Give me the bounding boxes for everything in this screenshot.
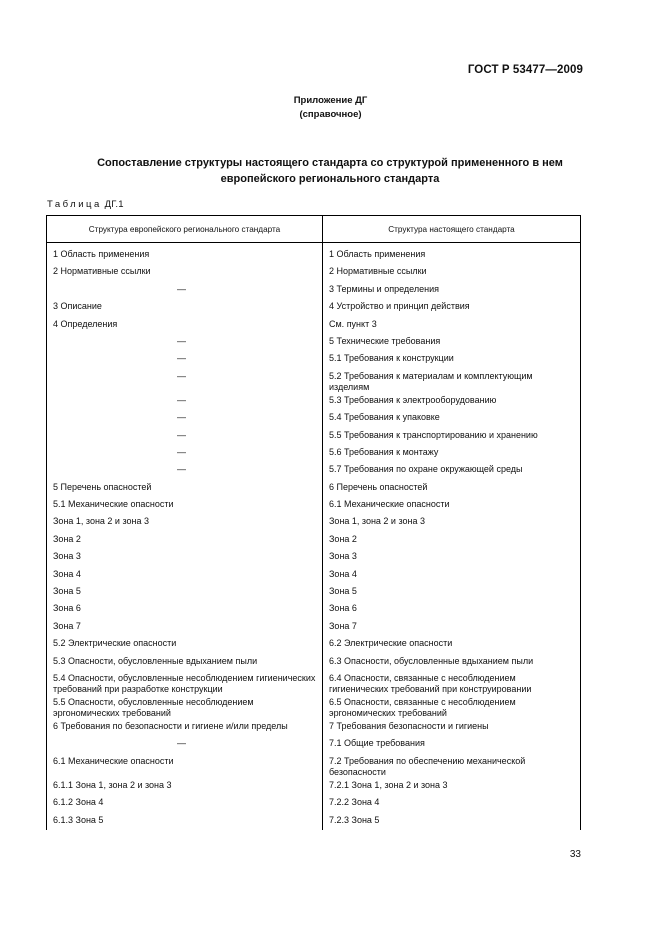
table-row — [47, 795, 581, 812]
table-row — [47, 445, 581, 462]
table-row — [47, 532, 581, 549]
table-row — [47, 736, 581, 753]
cell-european-structure: Зона 4 — [47, 567, 323, 584]
header-this-standard-structure: Структура настоящего стандарта — [323, 216, 581, 243]
cell-european-structure: 5.1 Механические опасности — [47, 497, 323, 514]
cell-european-structure: 5.4 Опасности, обусловленные несоблюдением гигиенических требований при разработке конструкции — [47, 671, 323, 695]
cell-this-standard-structure: 7.1 Общие требования — [323, 736, 581, 753]
table-row — [47, 549, 581, 566]
cell-european-structure: Зона 7 — [47, 619, 323, 636]
cell-european-structure: 6.1 Механические опасности — [47, 754, 323, 778]
table-row — [47, 584, 581, 601]
cell-this-standard-structure: 5.6 Требования к монтажу — [323, 445, 581, 462]
cell-this-standard-structure: 6.5 Опасности, связанные с несоблюдением эргономических требований — [323, 695, 581, 719]
cell-this-standard-structure: 7.2.3 Зона 5 — [323, 813, 581, 830]
table-row — [47, 480, 581, 497]
table-row — [47, 514, 581, 531]
cell-european-structure: 2 Нормативные ссылки — [47, 264, 323, 281]
table-row — [47, 317, 581, 334]
cell-this-standard-structure: 5.7 Требования по охране окружающей среды — [323, 462, 581, 479]
document-code: ГОСТ Р 53477—2009 — [467, 64, 583, 76]
appendix-heading — [0, 94, 661, 122]
cell-european-structure: Зона 6 — [47, 601, 323, 618]
table-row — [47, 243, 581, 265]
cell-european-structure: — — [47, 351, 323, 368]
cell-this-standard-structure: 2 Нормативные ссылки — [323, 264, 581, 281]
table-row — [47, 393, 581, 410]
table-row — [47, 636, 581, 653]
cell-this-standard-structure: 4 Устройство и принцип действия — [323, 299, 581, 316]
cell-european-structure: 5 Перечень опасностей — [47, 480, 323, 497]
table-row — [47, 299, 581, 316]
cell-this-standard-structure: Зона 6 — [323, 601, 581, 618]
cell-this-standard-structure: 6.4 Опасности, связанные с несоблюдением гигиенических требований при конструировании — [323, 671, 581, 695]
cell-this-standard-structure: Зона 2 — [323, 532, 581, 549]
cell-this-standard-structure: 5.5 Требования к транспортированию и хранению — [323, 428, 581, 445]
cell-european-structure: Зона 3 — [47, 549, 323, 566]
cell-european-structure: 6.1.1 Зона 1, зона 2 и зона 3 — [47, 778, 323, 795]
table-row — [47, 497, 581, 514]
cell-this-standard-structure: Зона 4 — [323, 567, 581, 584]
cell-european-structure: Зона 1, зона 2 и зона 3 — [47, 514, 323, 531]
cell-european-structure: 5.5 Опасности, обусловленные несоблюдением эргономических требований — [47, 695, 323, 719]
cell-this-standard-structure: 5.2 Требования к материалам и комплектующим изделиям — [323, 369, 581, 393]
cell-european-structure: Зона 2 — [47, 532, 323, 549]
cell-european-structure: 4 Определения — [47, 317, 323, 334]
cell-this-standard-structure: 7.2 Требования по обеспечению механической безопасности — [323, 754, 581, 778]
cell-this-standard-structure: 7.2.1 Зона 1, зона 2 и зона 3 — [323, 778, 581, 795]
table-row — [47, 567, 581, 584]
page-title-line-2: европейского регионального стандарта — [220, 173, 440, 185]
table-row — [47, 282, 581, 299]
table-row — [47, 410, 581, 427]
table-row — [47, 334, 581, 351]
comparison-table — [46, 215, 581, 830]
cell-this-standard-structure: 5.4 Требования к упаковке — [323, 410, 581, 427]
table-caption-word: Таблица — [47, 199, 102, 210]
cell-european-structure: — — [47, 410, 323, 427]
cell-this-standard-structure: 5.3 Требования к электрооборудованию — [323, 393, 581, 410]
cell-this-standard-structure: См. пункт 3 — [323, 317, 581, 334]
cell-this-standard-structure: 7.2.2 Зона 4 — [323, 795, 581, 812]
cell-european-structure: — — [47, 445, 323, 462]
appendix-title: Приложение ДГ — [293, 95, 368, 106]
cell-this-standard-structure: 6.1 Механические опасности — [323, 497, 581, 514]
table-row — [47, 719, 581, 736]
cell-european-structure: 1 Область применения — [47, 243, 323, 265]
table-row — [47, 369, 581, 393]
table-header-row — [47, 216, 581, 243]
cell-this-standard-structure: 6 Перечень опасностей — [323, 480, 581, 497]
table-row — [47, 671, 581, 695]
cell-european-structure: 5.2 Электрические опасности — [47, 636, 323, 653]
cell-this-standard-structure: 6.2 Электрические опасности — [323, 636, 581, 653]
cell-this-standard-structure: 1 Область применения — [323, 243, 581, 265]
cell-this-standard-structure: 7 Требования безопасности и гигиены — [323, 719, 581, 736]
cell-this-standard-structure: Зона 5 — [323, 584, 581, 601]
cell-european-structure: — — [47, 736, 323, 753]
page-title — [60, 155, 600, 187]
page-title-line-1: Сопоставление структуры настоящего стандарта со структурой примененного в нем — [97, 157, 563, 169]
table-row — [47, 754, 581, 778]
table-row — [47, 462, 581, 479]
cell-european-structure: — — [47, 282, 323, 299]
table-body — [47, 243, 581, 830]
cell-european-structure: Зона 5 — [47, 584, 323, 601]
appendix-subtitle: (справочное) — [299, 109, 362, 120]
table-caption — [47, 199, 124, 210]
table-row — [47, 351, 581, 368]
table-row — [47, 428, 581, 445]
cell-this-standard-structure: 6.3 Опасности, обусловленные вдыханием пыли — [323, 654, 581, 671]
cell-european-structure: — — [47, 428, 323, 445]
table-caption-id: ДГ.1 — [104, 199, 124, 210]
table-row — [47, 654, 581, 671]
table-row — [47, 695, 581, 719]
table-row — [47, 778, 581, 795]
table-row — [47, 601, 581, 618]
table-row — [47, 264, 581, 281]
table-row — [47, 619, 581, 636]
cell-this-standard-structure: Зона 1, зона 2 и зона 3 — [323, 514, 581, 531]
cell-this-standard-structure: 5 Технические требования — [323, 334, 581, 351]
header-european-structure: Структура европейского регионального стандарта — [47, 216, 323, 243]
cell-this-standard-structure: 5.1 Требования к конструкции — [323, 351, 581, 368]
cell-european-structure: 6 Требования по безопасности и гигиене и/или пределы — [47, 719, 323, 736]
cell-european-structure: — — [47, 334, 323, 351]
cell-european-structure: 5.3 Опасности, обусловленные вдыханием пыли — [47, 654, 323, 671]
cell-european-structure: 6.1.2 Зона 4 — [47, 795, 323, 812]
table-row — [47, 813, 581, 830]
cell-european-structure: — — [47, 462, 323, 479]
cell-european-structure: — — [47, 369, 323, 393]
cell-this-standard-structure: 3 Термины и определения — [323, 282, 581, 299]
cell-european-structure: 6.1.3 Зона 5 — [47, 813, 323, 830]
cell-this-standard-structure: Зона 3 — [323, 549, 581, 566]
cell-european-structure: 3 Описание — [47, 299, 323, 316]
page-number: 33 — [569, 849, 581, 860]
cell-this-standard-structure: Зона 7 — [323, 619, 581, 636]
cell-european-structure: — — [47, 393, 323, 410]
